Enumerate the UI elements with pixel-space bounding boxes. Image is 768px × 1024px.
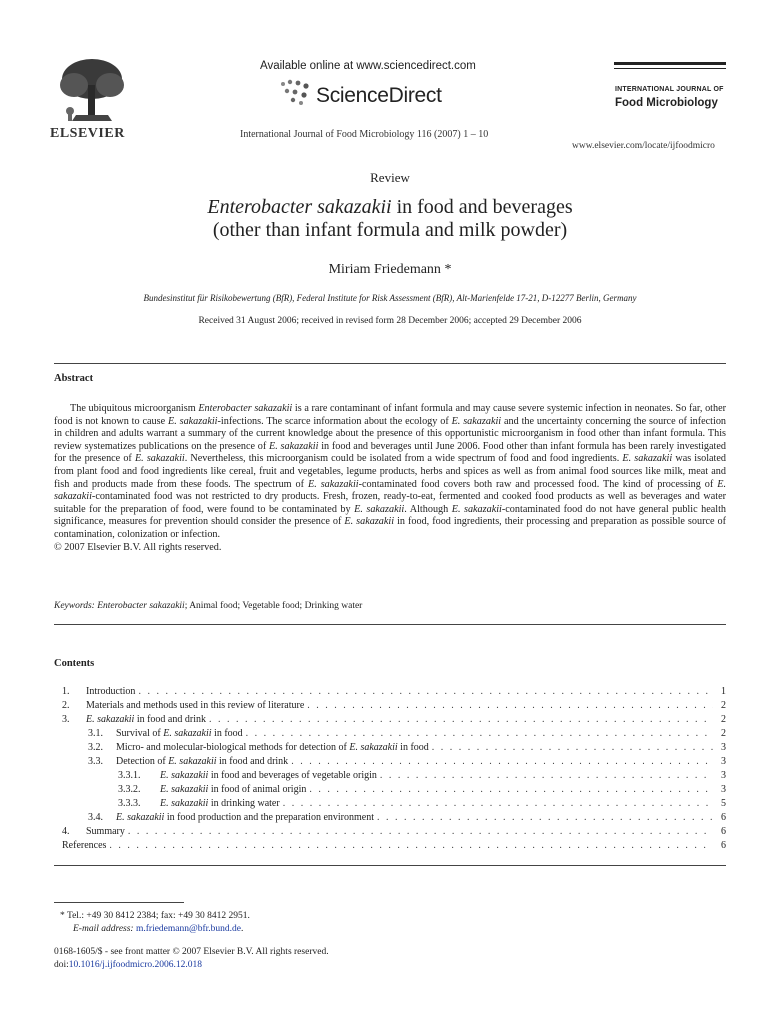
toc-leader	[128, 826, 713, 838]
keywords-rest: ; Animal food; Vegetable food; Drinking water	[184, 601, 363, 611]
toc-row[interactable]	[62, 826, 726, 838]
toc-page: 6	[721, 826, 726, 837]
toc-leader	[246, 728, 713, 740]
footnote-email	[73, 924, 243, 934]
toc-leader	[209, 714, 713, 726]
toc-number: 3.3.1.	[118, 770, 141, 781]
divider-mid	[54, 624, 726, 625]
toc-label: E. sakazakii in food and drink	[86, 714, 206, 725]
toc-number: 3.1.	[88, 728, 103, 739]
toc-page: 3	[721, 784, 726, 795]
journal-name-line2: Food Microbiology	[615, 97, 718, 109]
toc-leader	[307, 700, 713, 712]
journal-name-line1: INTERNATIONAL JOURNAL OF	[615, 86, 724, 93]
toc-row[interactable]	[118, 798, 726, 810]
toc-leader	[377, 812, 713, 824]
toc-label: E. sakazakii in drinking water	[160, 798, 280, 809]
keywords-label: Keywords:	[54, 601, 95, 611]
keywords	[54, 601, 362, 611]
footnote-contact: * Tel.: +49 30 8412 2384; fax: +49 30 8412 2951.	[60, 911, 250, 921]
toc-page: 1	[721, 686, 726, 697]
toc-row[interactable]	[62, 686, 726, 698]
toc-label: Detection of E. sakazakii in food and drink	[116, 756, 289, 767]
toc-label: Introduction	[86, 686, 136, 697]
toc-number: 3.2.	[88, 742, 103, 753]
elsevier-wordmark: ELSEVIER	[50, 126, 125, 141]
toc-number: 2.	[62, 700, 70, 711]
email-link[interactable]: m.friedemann@bfr.bund.de	[135, 924, 242, 934]
toc-leader	[109, 840, 713, 852]
toc-leader	[283, 798, 713, 810]
email-end: .	[241, 924, 244, 934]
keywords-organism: Enterobacter sakazakii	[97, 601, 185, 611]
footnote-rule	[54, 902, 184, 903]
journal-citation: International Journal of Food Microbiology 116 (2007) 1 – 10	[240, 129, 489, 140]
toc-page: 2	[721, 714, 726, 725]
toc-row[interactable]	[88, 742, 726, 754]
toc-label: E. sakazakii in food production and the preparation environment	[116, 812, 374, 823]
article-type: Review	[370, 170, 410, 185]
author	[0, 262, 768, 278]
toc-page: 2	[721, 700, 726, 711]
available-online-text: Available online at www.sciencedirect.com	[260, 60, 476, 72]
toc-label: References	[62, 840, 107, 851]
toc-row[interactable]	[118, 784, 726, 796]
toc-row[interactable]	[62, 700, 726, 712]
toc-leader	[138, 686, 713, 698]
toc-page: 6	[721, 812, 726, 823]
toc-row[interactable]	[118, 770, 726, 782]
sciencedirect-dots-icon	[278, 78, 318, 106]
sciencedirect-logo: ScienceDirect	[316, 84, 442, 107]
toc-leader	[432, 742, 713, 754]
toc-page: 2	[721, 728, 726, 739]
toc-page: 6	[721, 840, 726, 851]
toc-row[interactable]	[88, 756, 726, 768]
title-organism: Enterobacter sakazakii	[207, 196, 392, 218]
divider-bottom	[54, 865, 726, 866]
toc-leader	[291, 756, 713, 768]
journal-rule-thick	[614, 62, 726, 65]
toc-row[interactable]	[88, 812, 726, 824]
toc-row[interactable]	[62, 840, 726, 852]
title-rest: in food and beverages	[391, 196, 573, 218]
toc-page: 5	[721, 798, 726, 809]
journal-url[interactable]: www.elsevier.com/locate/ijfoodmicro	[572, 141, 715, 151]
article-title	[0, 196, 768, 242]
toc-number: 3.4.	[88, 812, 103, 823]
toc-number: 1.	[62, 686, 70, 697]
toc-row[interactable]	[88, 728, 726, 740]
toc-row[interactable]	[62, 714, 726, 726]
journal-rule-thin	[614, 68, 726, 69]
toc-number: 3.3.3.	[118, 798, 141, 809]
toc-page: 3	[721, 770, 726, 781]
contents-heading: Contents	[54, 658, 95, 669]
doi-label: doi:	[54, 960, 69, 970]
doi-line	[54, 960, 202, 970]
abstract-heading: Abstract	[54, 373, 94, 384]
toc-page: 3	[721, 742, 726, 753]
toc-number: 4.	[62, 826, 70, 837]
title-line2: (other than infant formula and milk powder)	[212, 219, 568, 241]
abstract-body	[54, 403, 726, 554]
elsevier-tree-logo	[52, 55, 130, 127]
toc-label: E. sakazakii in food of animal origin	[160, 784, 307, 795]
toc-number: 3.	[62, 714, 70, 725]
toc-label: Micro- and molecular-biological methods for detection of E. sakazakii in food	[116, 742, 429, 753]
affiliation: Bundesinstitut für Risikobewertung (BfR), Federal Institute for Risk Assessment (BfR), Alt-Marienfelde 17-21, D-12277 Berlin, Germany	[143, 293, 637, 303]
email-label: E-mail address:	[73, 924, 134, 934]
abstract-copyright: © 2007 Elsevier B.V. All rights reserved.	[54, 541, 222, 553]
doi-link[interactable]: 10.1016/j.ijfoodmicro.2006.12.018	[68, 960, 203, 970]
toc-leader	[309, 784, 713, 796]
abstract-text: The ubiquitous microorganism Enterobacter sakazakii is a rare contaminant of infant formula and may cause severe systemic infection in neonates. So far, other food is not known to cause E. sakazakii-infections. The scarce information about the ecology of E. sakazakii and the uncertainty concerning the source of infection in children and adults warrant a summary of the current knowledge about the presence of this opportunistic microorganism in food other than infant formula. This review systematizes publications on the presence of E. sakazakii in food and beverages until June 2006. Food other than infant formula has been rarely investigated for the presence of E. sakazakii. Nevertheless, this microorganism could be isolated from a wide spectrum of food and food ingredients. E. sakazakii was isolated from plant food and food ingredients like cereal, fruit and vegetables, legume products, herbs and spices as well as from animal food sources like milk, meat and fish and products made from these foods. The spectrum of E. sakazakii-contaminated food covers both raw and processed food. The kind of processing of E. sakazakii-contaminated food was not restricted to dry products. Fresh, frozen, ready-to-eat, fermented and cooked food products as well as beverages and water suitable for the preparation of food, were found to be contaminated by E. sakazakii. Although E. sakazakii-contaminated food do not have general public health significance, measures for prevention should consider the presence of E. sakazakii in food, food ingredients, their processing and preparation as possible source of contamination, colonization or infection.	[54, 403, 727, 540]
author-name: Miriam Friedemann	[328, 262, 441, 277]
toc-number: 3.3.	[88, 756, 103, 767]
author-mark: *	[440, 262, 452, 277]
toc-leader	[380, 770, 713, 782]
toc-label: Survival of E. sakazakii in food	[116, 728, 243, 739]
toc-label: Summary	[86, 826, 125, 837]
article-dates: Received 31 August 2006; received in revised form 28 December 2006; accepted 29 December 2006	[198, 316, 582, 326]
divider-top	[54, 363, 726, 364]
issn-line: 0168-1605/$ - see front matter © 2007 Elsevier B.V. All rights reserved.	[54, 947, 329, 957]
toc-label: Materials and methods used in this review of literature	[86, 700, 305, 711]
toc-label: E. sakazakii in food and beverages of vegetable origin	[160, 770, 377, 781]
toc-page: 3	[721, 756, 726, 767]
toc-number: 3.3.2.	[118, 784, 141, 795]
